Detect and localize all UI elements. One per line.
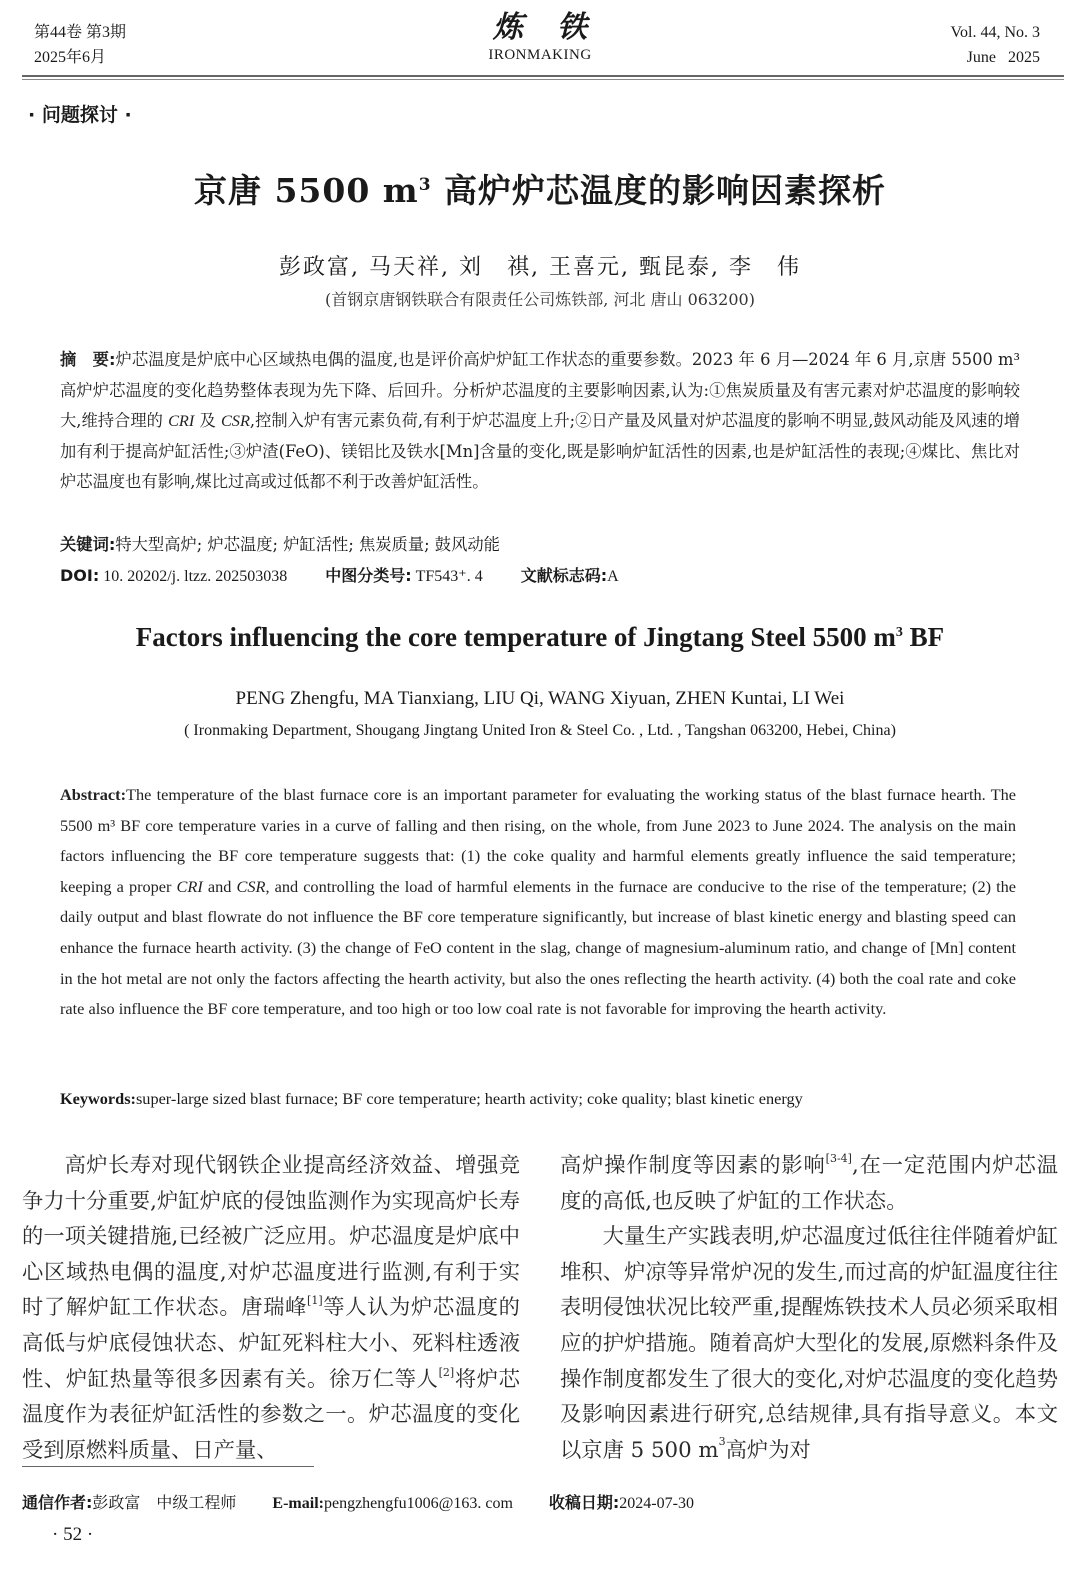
affiliation-cn: (首钢京唐钢铁联合有限责任公司炼铁部, 河北 唐山 063200) bbox=[325, 290, 755, 309]
abstract-en-text: The temperature of the blast furnace core is an important parameter for evaluating the working status of the blast furnace hearth. The 5500 m³ BF core temperature varies in a curve of falling and then rising, on the whole, from June 2023 to June 2024. The analysis on the main factors influencing the BF core temperature suggests that: (1) the coke quality and harmful elements greatly influence the said temperature; keeping a proper bbox=[60, 785, 1016, 896]
journal-name-cn: 炼铁 bbox=[493, 10, 621, 45]
body-paragraph bbox=[560, 1219, 1058, 1468]
footnote-rule bbox=[22, 1466, 314, 1467]
volume-issue-en: Vol. 44, No. 3 bbox=[950, 24, 1040, 41]
header-rule-thin bbox=[22, 79, 1064, 80]
abstract-cn bbox=[60, 345, 1020, 498]
title-cn-text-end: 高炉炉芯温度的影响因素探析 bbox=[431, 171, 887, 210]
term-cri-en: CRI bbox=[176, 876, 203, 896]
clc-value: TF543⁺. 4 bbox=[411, 568, 483, 585]
keywords-cn-text: 特大型高炉; 炉芯温度; 炉缸活性; 焦炭质量; 鼓风动能 bbox=[115, 535, 500, 554]
title-en-text-end: BF bbox=[902, 622, 945, 652]
received-date-value: 2024-07-30 bbox=[619, 1495, 694, 1512]
header-volume-en bbox=[951, 20, 1041, 70]
abstract-cn-text: 炉芯温度是炉底中心区域热电偶的温度,也是评价高炉炉缸工作状态的重要参数。2023 年 6 月—2024 年 6 月,京唐 5500 m³ 高炉炉芯温度的变化趋势整体表现为先下降、后回升。分析炉芯温度的主要影响因素,认为:①焦炭质量及有害元素对炉芯温度的影响较大,维持合理的 bbox=[60, 350, 1020, 430]
authors-cn: 彭政富, 马天祥, 刘 祺, 王喜元, 甄昆泰, 李 伟 bbox=[279, 255, 801, 280]
body-paragraph bbox=[22, 1148, 520, 1468]
affiliation-en: ( Ironmaking Department, Shougang Jingtang United Iron & Steel Co. , Ltd. , Tangshan 063200, Hebei, China) bbox=[184, 722, 896, 739]
doi-value[interactable]: 10. 20202/j. ltzz. 202503038 bbox=[99, 568, 288, 585]
authors-en: PENG Zhengfu, MA Tianxiang, LIU Qi, WANG Xiyuan, ZHEN Kuntai, LI Wei bbox=[235, 688, 845, 709]
keywords-cn bbox=[60, 531, 500, 555]
keywords-en-text: super-large sized blast furnace; BF core temperature; hearth activity; coke quality; blast kinetic energy bbox=[135, 1089, 803, 1108]
page-header bbox=[0, 0, 1080, 80]
body-text: 高炉长寿对现代钢铁企业提高经济效益、增强竞争力十分重要,炉缸炉底的侵蚀监测作为实现高炉长寿的一项关键措施,已经被广泛应用。炉芯温度是炉底中心区域热电偶的温度,对炉芯温度进行监测,有利于实时了解炉缸工作状态。唐瑞峰 bbox=[22, 1153, 520, 1321]
title-cn-text: 京唐 5500 m bbox=[193, 171, 419, 210]
email-label: E-mail: bbox=[272, 1495, 324, 1512]
received-date-label: 收稿日期: bbox=[548, 1493, 620, 1512]
doi-label: DOI: bbox=[60, 566, 100, 585]
body-column-left bbox=[22, 1148, 520, 1468]
title-en-superscript: 3 bbox=[895, 625, 903, 640]
citation-ref-3-4[interactable]: [3-4] bbox=[825, 1152, 852, 1165]
article-title-en bbox=[0, 622, 1080, 653]
body-paragraph bbox=[560, 1148, 1058, 1219]
keywords-en-label: Keywords: bbox=[60, 1089, 136, 1108]
volume-issue-cn: 第44卷 第3期 bbox=[34, 24, 127, 41]
abstract-en-text: , and controlling the load of harmful elements in the furnace are conducive to the rise of the temperature; (2) the daily output and blast flowrate do not influence the BF core temperature significantly, but increase of blast kinetic energy and blasting speed can enhance the furnace hearth activity. (3) the change of FeO content in the slag, change of magnesium-aluminum ratio, and change of [Mn] content in the hot metal are not only the factors affecting the hearth activity, but also the ones reflecting the hearth activity. (4) both the coal rate and coke rate also influence the BF core temperature, and too high or too low coal rate is not favorable for improving the hearth activity. bbox=[60, 876, 1016, 1019]
corresponding-author-label: 通信作者: bbox=[22, 1493, 93, 1512]
unit-superscript: 3 bbox=[718, 1434, 726, 1448]
abstract-en-label: Abstract: bbox=[60, 785, 127, 804]
doi-line bbox=[60, 563, 619, 586]
date-en: June 2025 bbox=[966, 49, 1040, 66]
section-tag: · 问题探讨 · bbox=[28, 104, 132, 126]
title-cn-superscript: 3 bbox=[418, 175, 432, 195]
journal-masthead bbox=[0, 10, 1080, 64]
body-text: 高炉为对 bbox=[725, 1437, 811, 1463]
keywords-en bbox=[60, 1089, 803, 1109]
keywords-cn-label: 关键词: bbox=[60, 535, 116, 554]
title-en-text: Factors influencing the core temperature of Jingtang Steel 5500 m bbox=[135, 622, 896, 652]
abstract-en-text: and bbox=[202, 876, 237, 896]
doc-code-value: A bbox=[607, 568, 619, 585]
body-text: 高炉操作制度等因素的影响 bbox=[560, 1153, 826, 1178]
abstract-en bbox=[60, 780, 1016, 1025]
term-csr-en: CSR bbox=[236, 876, 266, 896]
body-text: ,在一定范围内炉芯温度的高低,也反映了炉缸的工作状态。 bbox=[560, 1153, 1058, 1214]
abstract-cn-text: 及 bbox=[194, 411, 221, 430]
footnote bbox=[22, 1490, 694, 1513]
citation-ref-2[interactable]: [2] bbox=[438, 1365, 455, 1379]
abstract-cn-text: ,控制入炉有害元素负荷,有利于炉芯温度上升;②日产量及风量对炉芯温度的影响不明显,鼓风动能及风速的增加有利于提高炉缸活性;③炉渣(FeO)、镁铝比及铁水[Mn]含量的变化,既是影响炉缸活性的因素,也是炉缸活性的表现;④煤比、焦比对炉芯温度也有影响,煤比过高或过低都不利于改善炉缸活性。 bbox=[60, 411, 1020, 491]
abstract-cn-label: 摘 要: bbox=[60, 350, 116, 369]
citation-ref-1[interactable]: [1] bbox=[307, 1294, 323, 1308]
date-cn: 2025年6月 bbox=[34, 49, 107, 66]
body-column-right bbox=[560, 1148, 1058, 1468]
body-text: 大量生产实践表明,炉芯温度过低往往伴随着炉缸堆积、炉凉等异常炉况的发生,而过高的炉缸温度往往表明侵蚀状况比较严重,提醒炼铁技术人员必须采取相应的护炉措施。随着高炉大型化的发展,原燃料条件及操作制度都发生了很大的变化,对炉芯温度的变化趋势及影响因素进行研究,总结规律,具有指导意义。本文以京唐 5 500 m bbox=[560, 1224, 1058, 1463]
body-text: 等人认为炉芯温度的高低与炉底侵蚀状态、炉缸死料柱大小、死料柱透液性、炉缸热量等很多因素有关。徐万仁等人 bbox=[22, 1295, 520, 1392]
body-text: 将炉芯温度作为表征炉缸活性的参数之一。炉芯温度的变化受到原燃料质量、日产量、 bbox=[22, 1366, 520, 1463]
clc-label: 中图分类号: bbox=[325, 566, 412, 585]
doc-code-label: 文献标志码: bbox=[520, 566, 608, 585]
term-csr: CSR bbox=[220, 411, 250, 430]
email-link[interactable]: pengzhengfu1006@163. com bbox=[323, 1495, 513, 1512]
page-number: · 52 · bbox=[52, 1524, 94, 1545]
corresponding-author-value: 彭政富 中级工程师 bbox=[92, 1493, 237, 1512]
article-title-cn bbox=[0, 165, 1080, 212]
term-cri: CRI bbox=[168, 411, 195, 430]
header-rule-thick bbox=[22, 75, 1064, 77]
journal-name-en: IRONMAKING bbox=[488, 47, 592, 63]
